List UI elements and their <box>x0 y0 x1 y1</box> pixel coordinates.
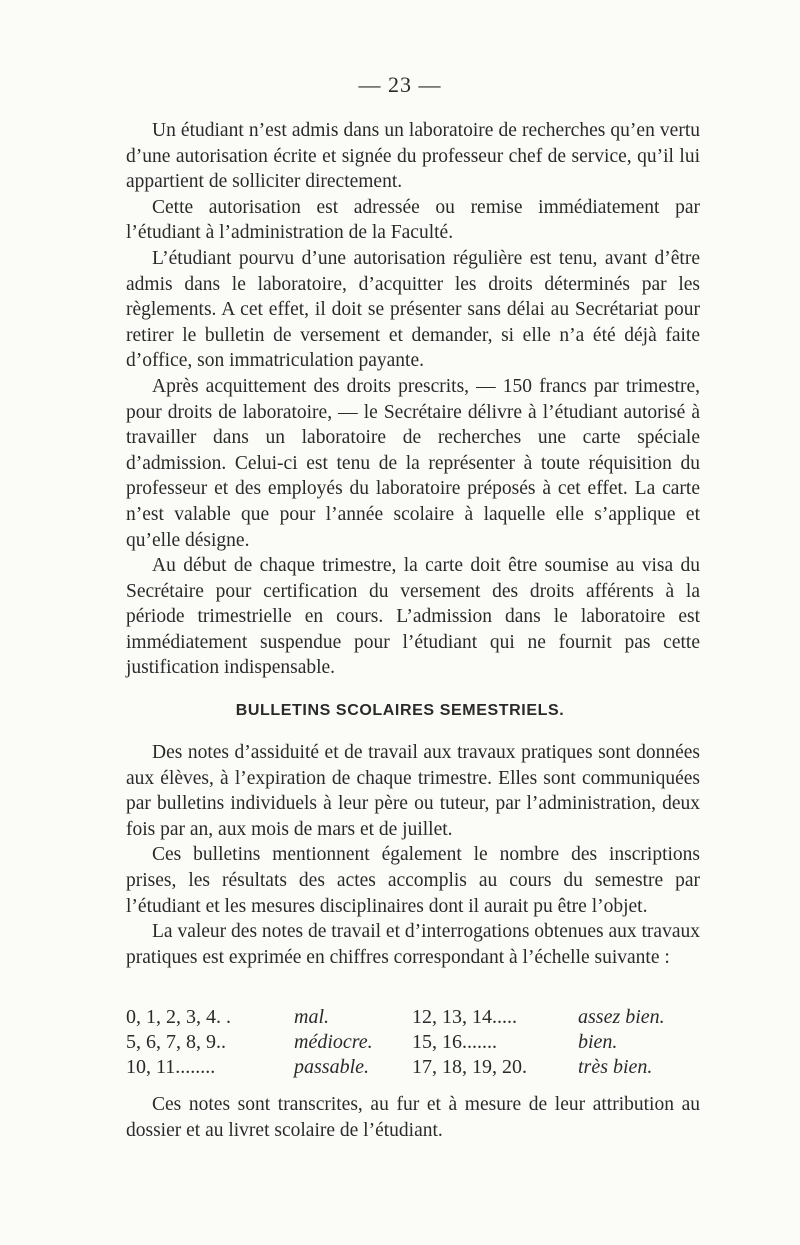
paragraph: Des notes d’assiduité et de travail aux travaux pratiques sont données aux élèves, à l’expiration de chaque trimestre. Elles sont communiquées par bulletins individuels à leur père ou tuteur, par l’administration, deux fois par an, aux mois de mars et de juillet. <box>126 742 700 840</box>
scale-notes: 5, 6, 7, 8, 9.. <box>126 1031 226 1053</box>
scale-notes: 17, 18, 19, 20. <box>412 1056 527 1078</box>
scale-notes: 15, 16....... <box>412 1031 497 1053</box>
scale-notes: 0, 1, 2, 3, 4. . <box>126 1006 231 1028</box>
scale-grade: médiocre. <box>294 1031 373 1053</box>
paragraph: L’étudiant pourvu d’une autorisation régulière est tenu, avant d’être admis dans le laboratoire, d’acquitter les droits déterminés par les règlements. A cet effet, il doit se présenter sans délai au Secrétariat pour retirer le bulletin de versement et demander, si elle n’a été déjà faite d’office, son immatriculation payante. <box>126 247 700 372</box>
scale-grade: bien. <box>578 1031 618 1053</box>
scale-grade: assez bien. <box>578 1006 665 1028</box>
table-row <box>126 1056 700 1081</box>
body-section-bulletins <box>126 740 700 970</box>
table-row <box>126 1031 700 1056</box>
scale-grade: mal. <box>294 1006 329 1028</box>
body-section-closing <box>126 1092 700 1143</box>
grading-scale-table <box>126 1006 700 1081</box>
scale-notes: 10, 11........ <box>126 1056 216 1078</box>
scale-notes: 12, 13, 14..... <box>412 1006 517 1028</box>
paragraph: Cette autorisation est adressée ou remise immédiatement par l’étudiant à l’administration de la Faculté. <box>126 196 700 244</box>
paragraph: Un étudiant n’est admis dans un laboratoire de recherches qu’en vertu d’une autorisation écrite et signée du professeur chef de service, qu’il lui appartient de solliciter directement. <box>126 120 700 193</box>
page-number: — 23 — <box>358 72 442 97</box>
paragraph: Ces bulletins mentionnent également le nombre des inscriptions prises, les résultats des actes accomplis au cours du semestre par l’étudiant et les mesures disciplinaires dont il aurait pu être l’objet. <box>126 844 700 917</box>
paragraph: Au début de chaque trimestre, la carte doit être soumise au visa du Secrétaire pour certification du versement des droits afférents à la période trimestrielle en cours. L’admission dans le laboratoire est immédiatement suspendue pour l’étudiant qui ne fournit pas cette justification indispensable. <box>126 555 700 679</box>
body-section-laboratory <box>126 118 700 681</box>
scale-grade: très bien. <box>578 1056 653 1078</box>
paragraph: Après acquittement des droits prescrits, — 150 francs par trimestre, pour droits de laboratoire, — le Secrétaire délivre à l’étudiant autorisé à travailler dans un laboratoire de recherches une carte spéciale d’admission. Celui-ci est tenu de la représenter à toute réquisition du professeur et des employés du laboratoire préposés à cet effet. La carte n’est valable que pour l’année scolaire à laquelle elle s’applique et qu’elle désigne. <box>126 375 700 551</box>
scale-grade: passable. <box>294 1056 369 1078</box>
section-heading: BULLETINS SCOLAIRES SEMESTRIELS. <box>235 702 565 719</box>
table-row <box>126 1006 700 1031</box>
paragraph: Ces notes sont transcrites, au fur et à mesure de leur attribution au dossier et au livret scolaire de l’étudiant. <box>126 1094 700 1141</box>
paragraph: La valeur des notes de travail et d’interrogations obtenues aux travaux pratiques est exprimée en chiffres correspondant à l’échelle suivante : <box>126 921 700 968</box>
